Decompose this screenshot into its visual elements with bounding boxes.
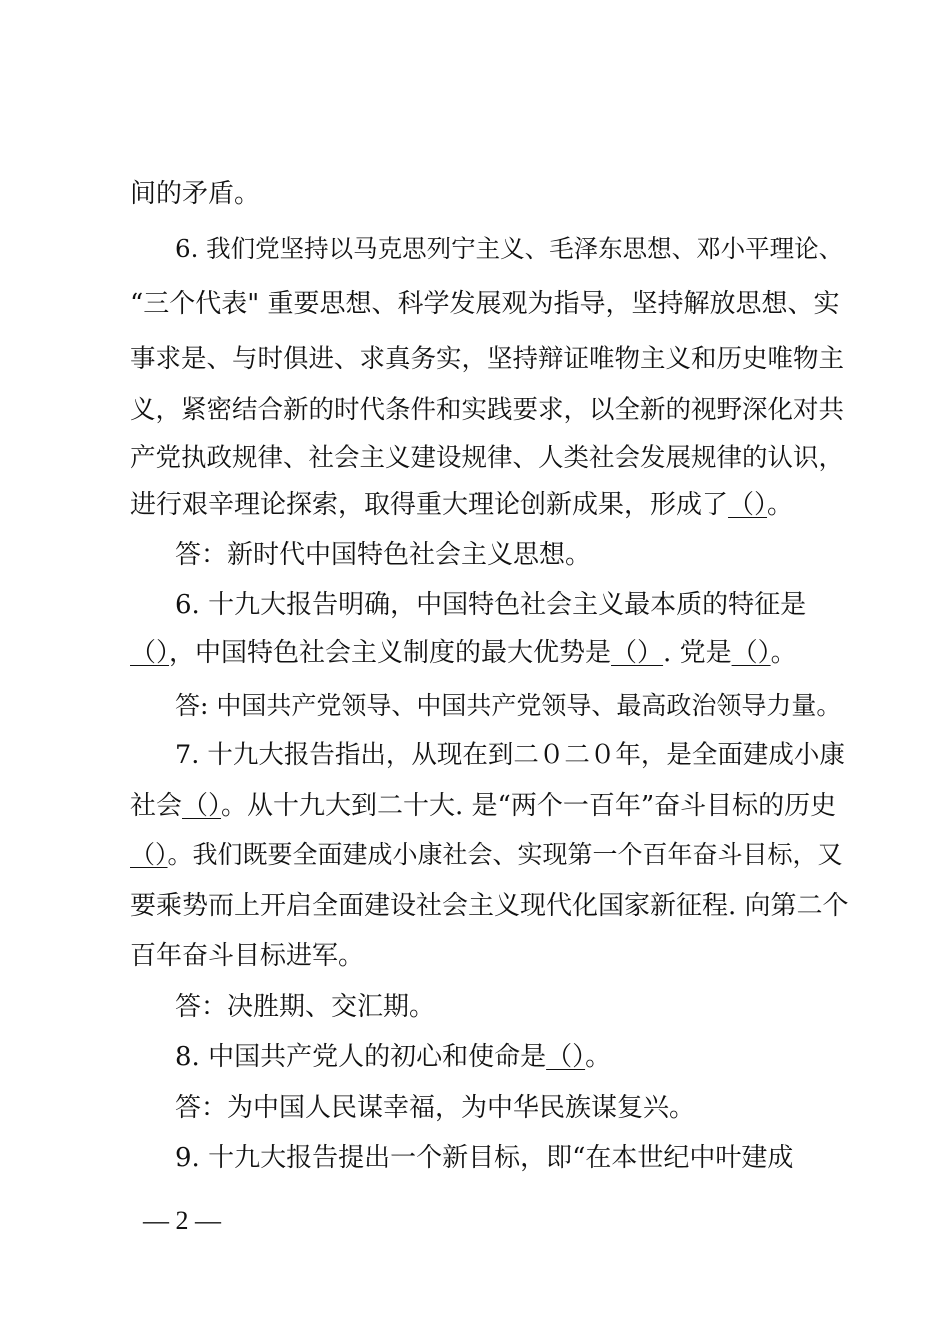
- text-segment: 。我们既要全面建成小康社会、实现第一个百年奋斗目标，又: [167, 840, 843, 869]
- text-segment: 产党执政规律、社会主义建设规律、人类社会发展规律的认识，: [130, 443, 845, 473]
- text-segment: 。: [770, 638, 797, 668]
- text-line: [130, 287, 840, 321]
- fill-in-blank: （）: [731, 638, 771, 668]
- text-line: [130, 177, 260, 211]
- fill-in-blank: （）: [182, 791, 222, 821]
- question-6b-line: [175, 588, 806, 622]
- text-segment: “三个代表" 重要思想、科学发展观为指导，坚持解放思想、实: [130, 289, 840, 319]
- text-line: [130, 342, 844, 376]
- text-line: [130, 838, 843, 872]
- answer-line: [175, 538, 591, 572]
- question-7-line: [175, 738, 845, 772]
- text-segment: 答: 中国共产党领导、中国共产党领导、最高政治领导力量。: [175, 691, 842, 720]
- question-9-line: [175, 1141, 793, 1175]
- text-segment: 6. 我们党坚持以马克思列宁主义、毛泽东思想、邓小平理论、: [175, 234, 844, 263]
- text-line: [130, 939, 364, 973]
- answer-line: [175, 990, 435, 1024]
- text-segment: 。: [767, 490, 794, 520]
- text-segment: 进行艰辛理论探索，取得重大理论创新成果，形成了: [130, 490, 729, 520]
- fill-in-blank: （）: [130, 638, 170, 668]
- text-segment: 义，紧密结合新的时代条件和实践要求，以全新的视野深化对共: [130, 395, 845, 425]
- text-segment: 事求是、与时俱进、求真务实，坚持辩证唯物主义和历史唯物主: [130, 344, 845, 374]
- text-line: [130, 789, 836, 823]
- text-segment: 要乘势而上开启全面建设社会主义现代化国家新征程. 向第二个: [130, 891, 849, 921]
- text-line: [130, 488, 793, 522]
- text-segment: 6. 十九大报告明确，中国特色社会主义最本质的特征是: [175, 590, 807, 620]
- text-segment: 。: [585, 1042, 612, 1072]
- answer-line: [175, 689, 841, 723]
- text-segment: 8. 中国共产党人的初心和使命是: [175, 1042, 547, 1072]
- text-line: [130, 889, 849, 923]
- page-number: — 2 —: [143, 1206, 221, 1235]
- text-segment: 答：决胜期、交汇期。: [175, 992, 436, 1022]
- fill-in-blank: （）: [130, 840, 168, 869]
- text-segment: 社会: [130, 791, 183, 821]
- text-line: [130, 636, 797, 670]
- text-segment: ，中国特色社会主义制度的最大优势是: [169, 638, 612, 668]
- text-segment: 9. 十九大报告提出一个新目标，即“在本世纪中叶建成: [175, 1143, 794, 1173]
- text-segment: 间的矛盾。: [130, 179, 261, 209]
- text-segment: . 党是: [663, 638, 732, 668]
- text-segment: 7. 十九大报告指出，从现在到二０二０年，是全面建成小康: [175, 740, 845, 770]
- text-segment: 。从十九大到二十大. 是“两个一百年”奋斗目标的历史: [221, 791, 837, 821]
- text-line: [130, 441, 844, 475]
- fill-in-blank: （）: [728, 490, 768, 520]
- text-segment: 答：新时代中国特色社会主义思想。: [175, 540, 592, 570]
- fill-in-blank: （）: [611, 638, 664, 668]
- fill-in-blank: （）: [546, 1042, 586, 1072]
- text-segment: 百年奋斗目标进军。: [130, 941, 365, 971]
- question-6-line: [175, 232, 843, 266]
- text-segment: 答：为中国人民谋幸福，为中华民族谋复兴。: [175, 1093, 696, 1123]
- answer-line: [175, 1091, 695, 1125]
- question-8-line: [175, 1040, 611, 1074]
- text-line: [130, 393, 844, 427]
